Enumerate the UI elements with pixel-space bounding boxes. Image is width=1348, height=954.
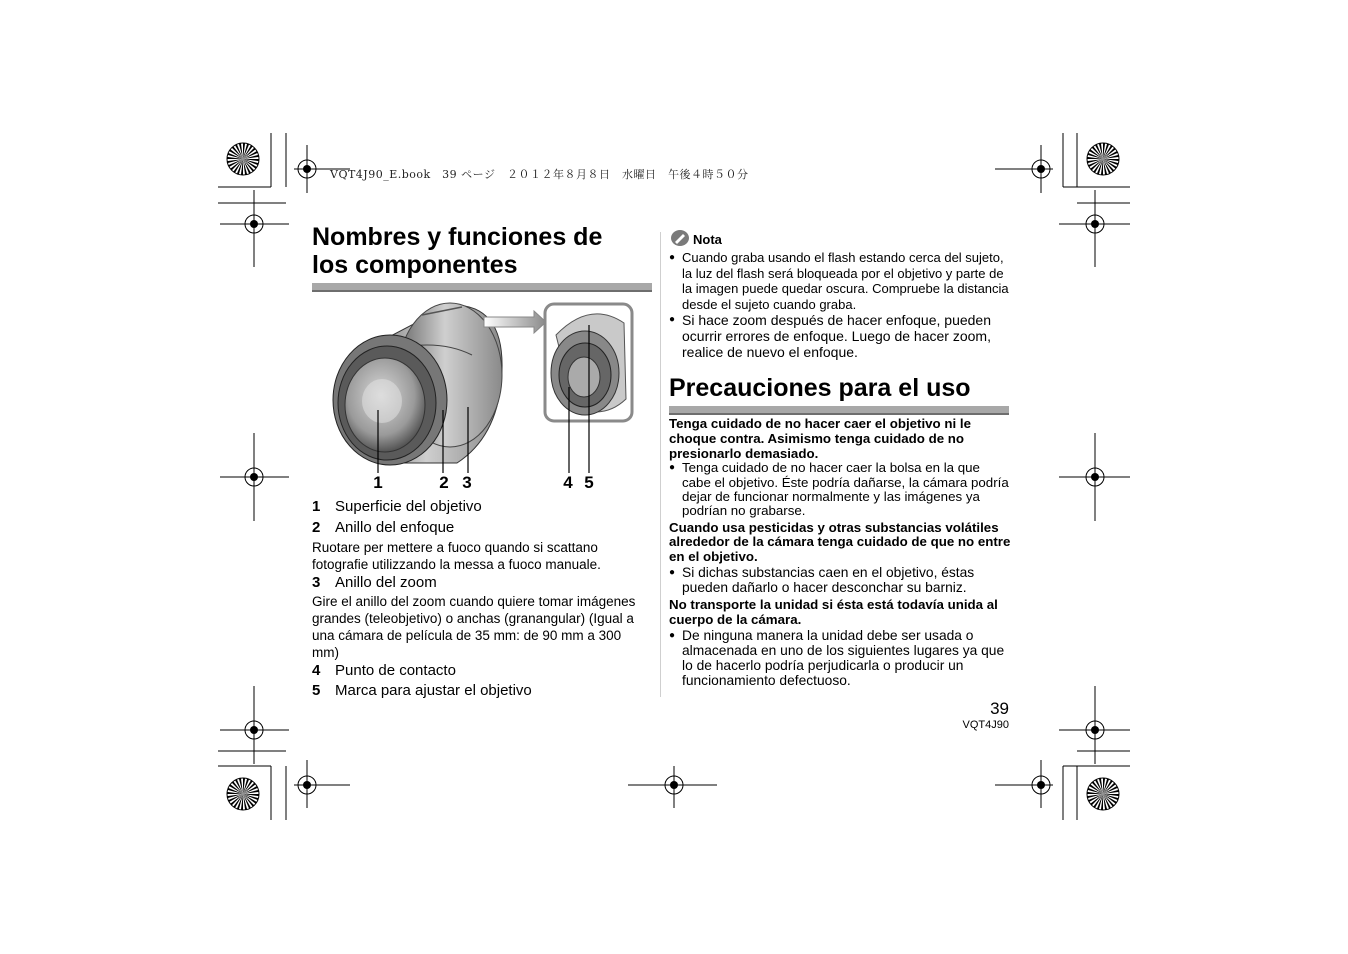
precaution-heading: Cuando usa pesticidas y otras substancias volátiles alrededor de la cámara tenga cuidado de que no entre en el objetivo. — [669, 519, 1011, 565]
callout-4: 4 — [563, 473, 573, 492]
list-item: 1 Superficie del objetivo — [312, 498, 482, 515]
note-list — [669, 250, 1011, 360]
note-pencil-icon — [670, 229, 690, 247]
item-description: Ruotare per mettere a fuoco quando si scattano fotografie utilizzando la messa a fuoco manuale. — [312, 540, 601, 572]
model-code: VQT4J90 — [962, 719, 1009, 731]
lens-illustration — [312, 295, 652, 500]
note-header — [670, 229, 1010, 249]
list-item: ● Si dichas substancias caen en el objetivo, éstas pueden dañarlo o hacer desconchar su barniz. — [669, 565, 1011, 595]
list-item: 2 Anillo del enfoque — [312, 519, 455, 536]
print-info-header: VQT4J90_E.book 39 ページ ２０１２年８月８日 水曜日 午後４時５０分 — [330, 168, 749, 181]
list-item: ● De ninguna manera la unidad debe ser usada o almacenada en uno de los siguientes lugares ya que lo de hacerlo podría perjudicarla o producir un funcionamiento defectuoso. — [669, 628, 1011, 688]
list-item: 4 Punto de contacto — [312, 662, 456, 679]
component-list — [312, 497, 642, 701]
column-divider — [660, 232, 661, 697]
precaution-heading: Tenga cuidado de no hacer caer el objetivo ni le choque contra. Asimismo tenga cuidado de no presionarlo demasiado. — [669, 416, 971, 461]
callout-2: 2 — [439, 473, 449, 492]
note-label: Nota — [693, 232, 722, 247]
list-item: ● Tenga cuidado de no hacer caer la bolsa en la que cabe el objetivo. Éste podría dañarse, la cámara podría dejar de funcionar normalmente y las imágenes ya podrían no grabarse. — [669, 461, 1011, 518]
callout-5: 5 — [584, 473, 594, 492]
list-item: 3 Anillo del zoom — [312, 574, 437, 591]
title-rule — [669, 406, 1009, 415]
item-description: Gire el anillo del zoom cuando quiere tomar imágenes grandes (teleobjetivo) o anchas (granangular) (Igual a una cámara de película de 35 mm: de 90 mm a 300 mm) — [312, 594, 636, 660]
page-number: 39 — [990, 699, 1009, 718]
precautions-body — [669, 417, 1011, 688]
section-title-precautions: Precauciones para el uso — [669, 374, 971, 402]
section-title-components: Nombres y funciones de los componentes — [312, 223, 603, 279]
list-item: 5 Marca para ajustar el objetivo — [312, 682, 532, 699]
list-item: ● Si hace zoom después de hacer enfoque, pueden ocurrir errores de enfoque. Luego de hacer zoom, realice de nuevo el enfoque. — [669, 312, 1011, 360]
title-rule — [312, 283, 652, 292]
precaution-heading: No transporte la unidad si ésta está todavía unida al cuerpo de la cámara. — [669, 596, 998, 627]
callout-1: 1 — [373, 473, 383, 492]
list-item: ● Cuando graba usando el flash estando cerca del sujeto, la luz del flash será bloqueada por el objetivo y parte de la imagen puede quedar oscura. Compruebe la distancia desde el sujeto cuando graba. — [669, 250, 1011, 312]
callout-3: 3 — [462, 473, 472, 492]
